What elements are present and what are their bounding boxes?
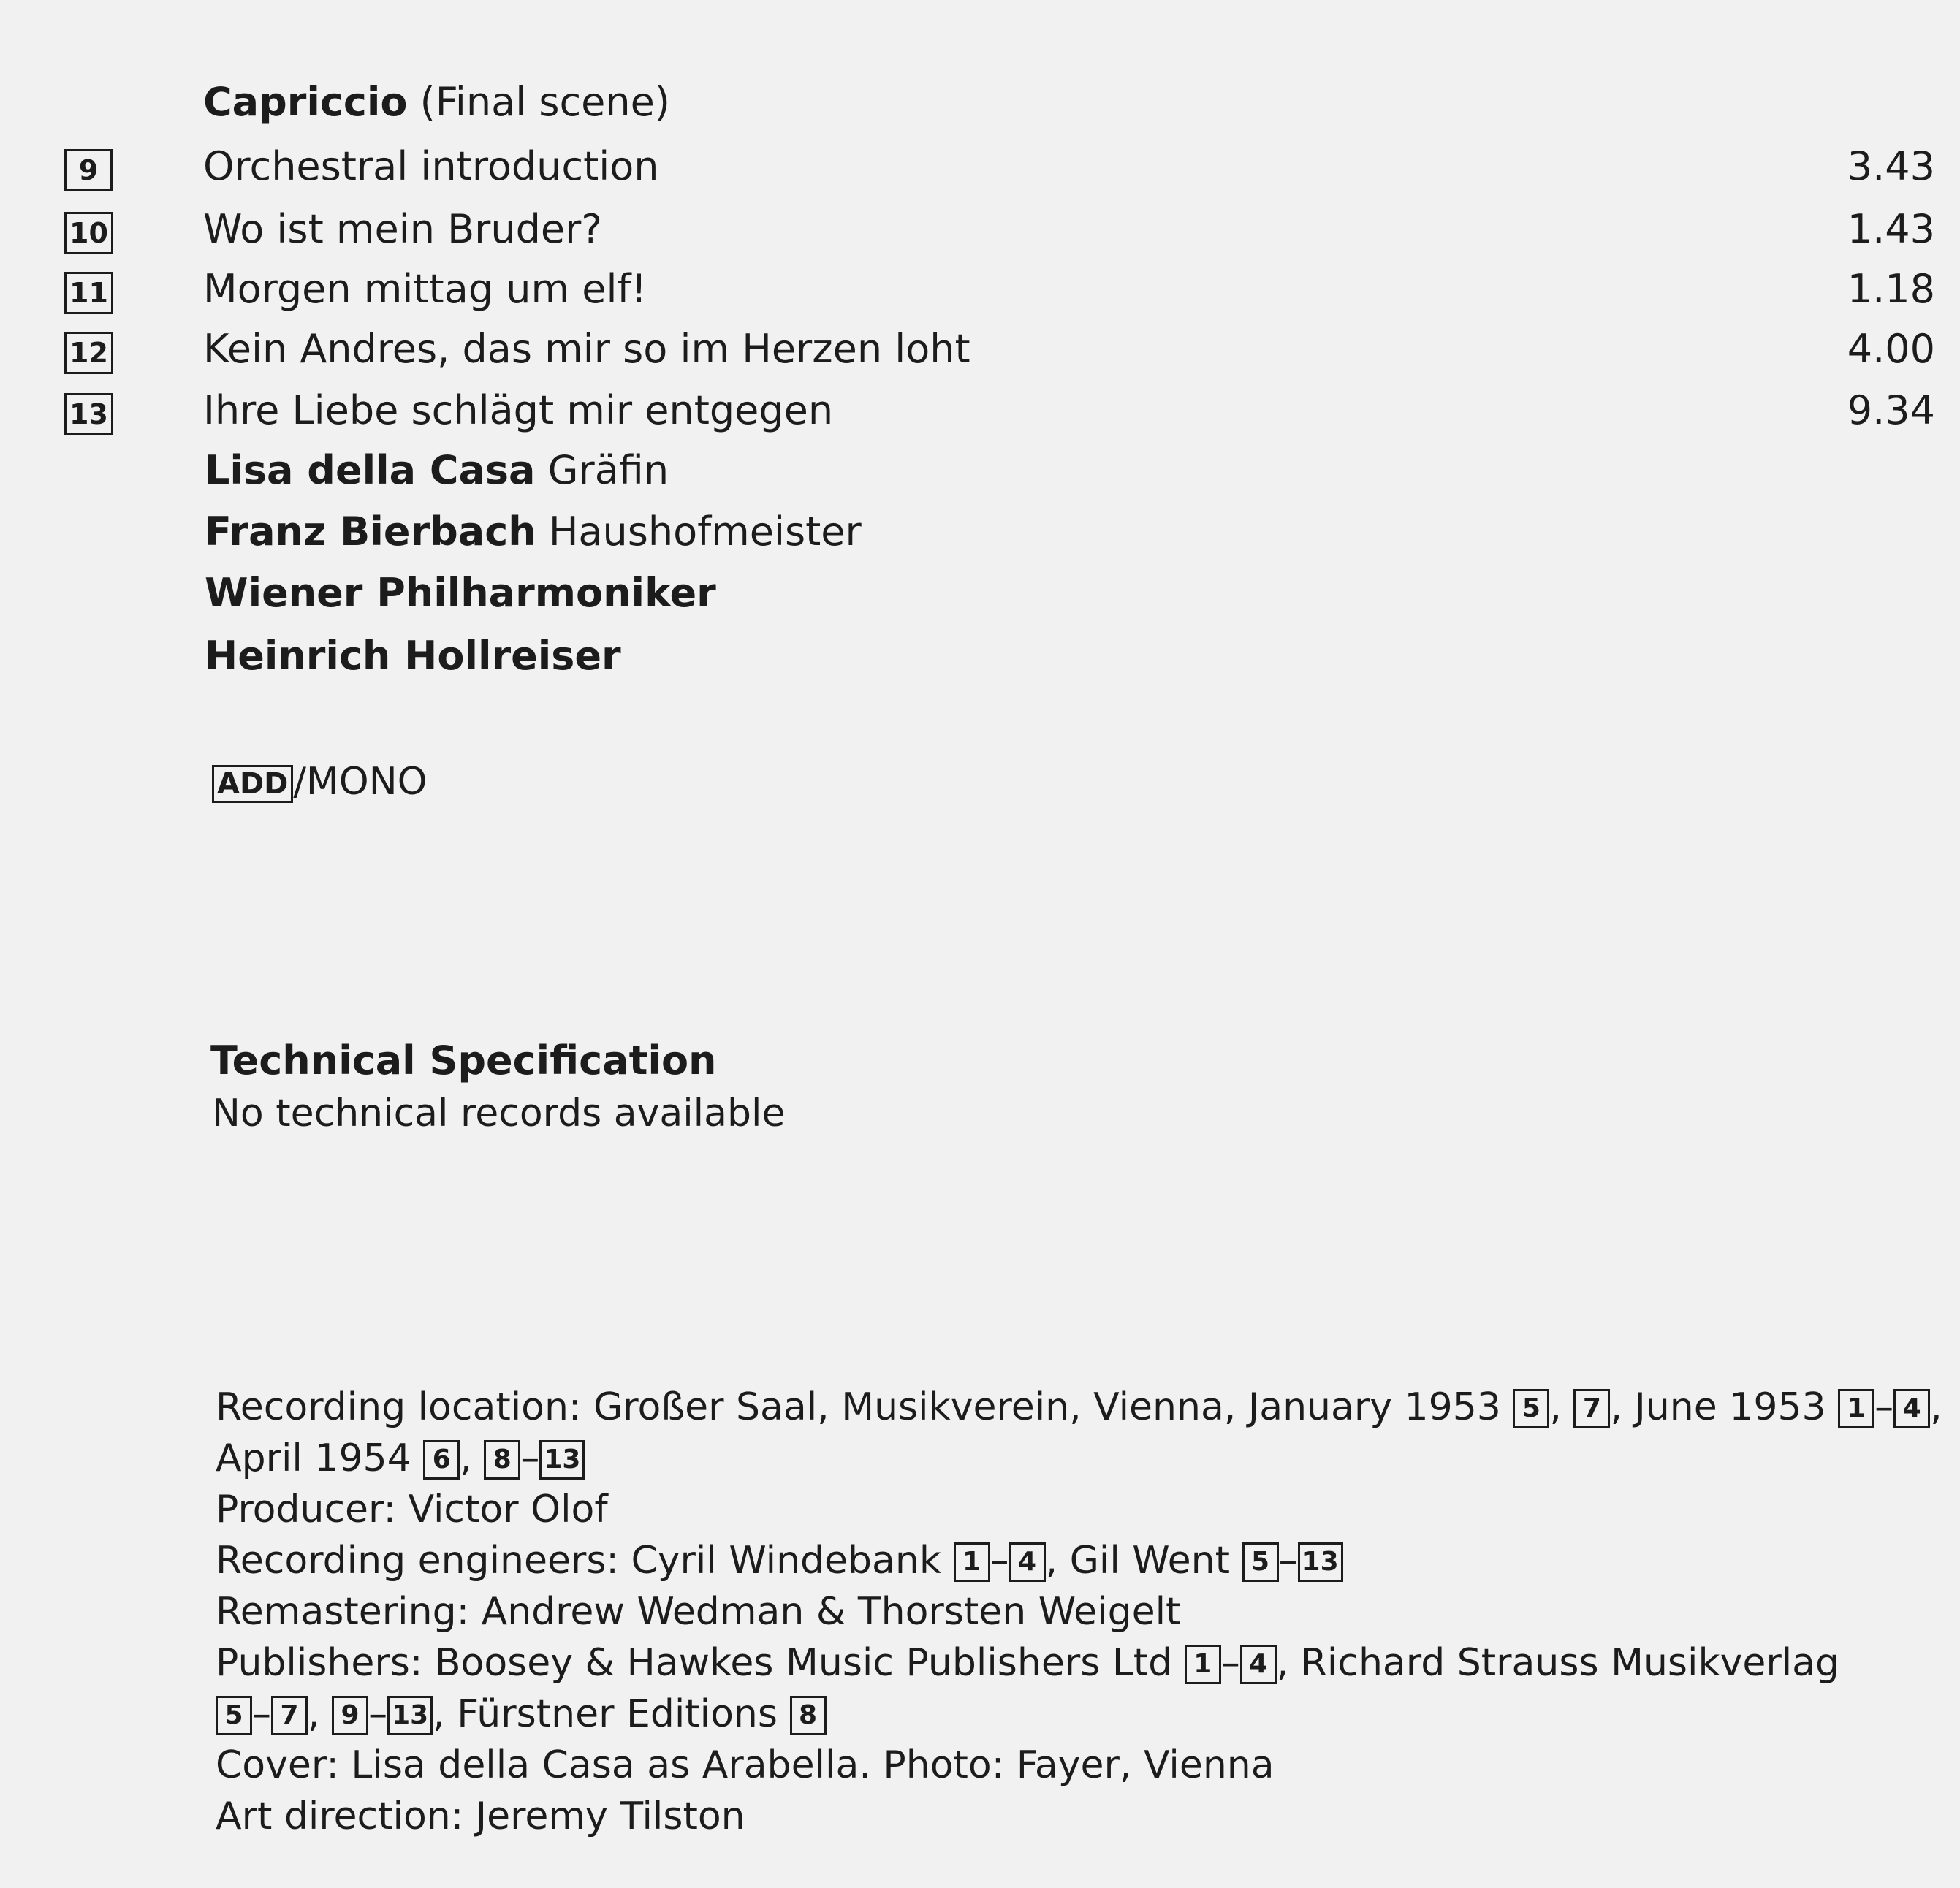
track-row [64, 266, 1935, 317]
remastering-line: Remastering: Andrew Wedman & Thorsten Weigelt [216, 1590, 1181, 1634]
performer-role: Haushofmeister [548, 509, 862, 555]
info-text: , [460, 1436, 472, 1480]
info-text: Recording location: Großer Saal, Musikverein, Vienna, January 1953 [216, 1385, 1501, 1429]
track-title: Morgen mittag um elf! [203, 266, 647, 312]
performer-name: Franz Bierbach [205, 509, 536, 555]
info-text: Recording engineers: Cyril Windebank [216, 1539, 941, 1583]
info-text: Publishers: Boosey & Hawkes Music Publishers Ltd [216, 1641, 1173, 1685]
info-text: , Richard Strauss Musikverlag [1276, 1641, 1840, 1685]
track-title: Kein Andres, das mir so im Herzen loht [203, 326, 970, 372]
track-duration: 9.34 [1847, 387, 1935, 433]
track-number: 11 [64, 272, 113, 314]
track-row [64, 143, 1935, 194]
producer-line: Producer: Victor Olof [216, 1488, 608, 1531]
track-title: Ihre Liebe schlägt mir entgegen [203, 387, 834, 433]
track-box: 13 [387, 1696, 433, 1735]
info-text: – [520, 1436, 540, 1480]
track-box: 4 [1893, 1389, 1930, 1428]
recording-location-cont [216, 1436, 585, 1480]
credit-line [205, 509, 862, 555]
info-text: , Gil Went [1045, 1539, 1230, 1583]
recording-format [212, 760, 428, 804]
publishers-line [216, 1641, 1839, 1685]
track-box: 1 [1185, 1645, 1221, 1684]
info-text: – [1874, 1385, 1894, 1429]
conductor-name: Heinrich Hollreiser [205, 633, 621, 679]
track-number: 12 [64, 332, 113, 374]
format-text: /MONO [293, 760, 428, 804]
track-title: Orchestral introduction [203, 143, 659, 189]
info-text: – [368, 1692, 388, 1736]
track-box: 5 [216, 1696, 252, 1735]
track-duration: 1.18 [1847, 266, 1935, 312]
track-box: 8 [790, 1696, 827, 1735]
orchestra-name: Wiener Philharmoniker [205, 570, 716, 616]
track-box: 7 [271, 1696, 308, 1735]
track-number: 9 [64, 149, 113, 191]
info-text: , June 1953 [1610, 1385, 1826, 1429]
track-box: 5 [1242, 1542, 1279, 1582]
work-name: Capriccio [203, 79, 408, 125]
performer-name: Lisa della Casa [205, 447, 536, 493]
recording-location [216, 1385, 1942, 1429]
add-badge: ADD [212, 765, 293, 803]
info-text: – [990, 1539, 1009, 1583]
info-text: – [1278, 1539, 1298, 1583]
credit-line [205, 633, 621, 679]
track-box: 13 [539, 1440, 585, 1480]
credit-line [205, 447, 669, 493]
cover-line: Cover: Lisa della Casa as Arabella. Photo: Fayer, Vienna [216, 1743, 1275, 1787]
info-text: – [1220, 1641, 1240, 1685]
track-box: 9 [332, 1696, 368, 1735]
technical-heading: Technical Specification [210, 1038, 717, 1084]
work-title [203, 79, 670, 125]
info-text: April 1954 [216, 1436, 411, 1480]
art-direction-line: Art direction: Jeremy Tilston [216, 1794, 745, 1838]
info-text: – [252, 1692, 271, 1736]
track-duration: 4.00 [1847, 326, 1935, 372]
info-text: , Fürstner Editions [433, 1692, 778, 1736]
track-row [64, 387, 1935, 438]
engineers-line [216, 1539, 1343, 1583]
track-box: 6 [423, 1440, 460, 1480]
publishers-line-cont [216, 1692, 827, 1736]
track-duration: 1.43 [1847, 206, 1935, 252]
work-subtitle: (Final scene) [419, 79, 670, 125]
track-title: Wo ist mein Bruder? [203, 206, 602, 252]
track-row [64, 326, 1935, 377]
info-text: , [308, 1692, 320, 1736]
info-text: , [1549, 1385, 1562, 1429]
track-box: 8 [484, 1440, 520, 1480]
track-row [64, 206, 1935, 257]
track-box: 4 [1240, 1645, 1277, 1684]
track-box: 4 [1009, 1542, 1046, 1582]
performer-role: Gräfin [547, 447, 669, 493]
technical-text: No technical records available [212, 1092, 786, 1135]
track-box: 7 [1573, 1389, 1610, 1428]
track-box: 1 [1838, 1389, 1874, 1428]
credit-line [205, 570, 716, 616]
track-duration: 3.43 [1847, 143, 1935, 189]
track-number: 10 [64, 212, 113, 254]
track-box: 1 [954, 1542, 990, 1582]
track-box: 13 [1298, 1542, 1343, 1582]
info-text: , [1930, 1385, 1942, 1429]
track-box: 5 [1513, 1389, 1549, 1428]
track-number: 13 [64, 393, 113, 435]
